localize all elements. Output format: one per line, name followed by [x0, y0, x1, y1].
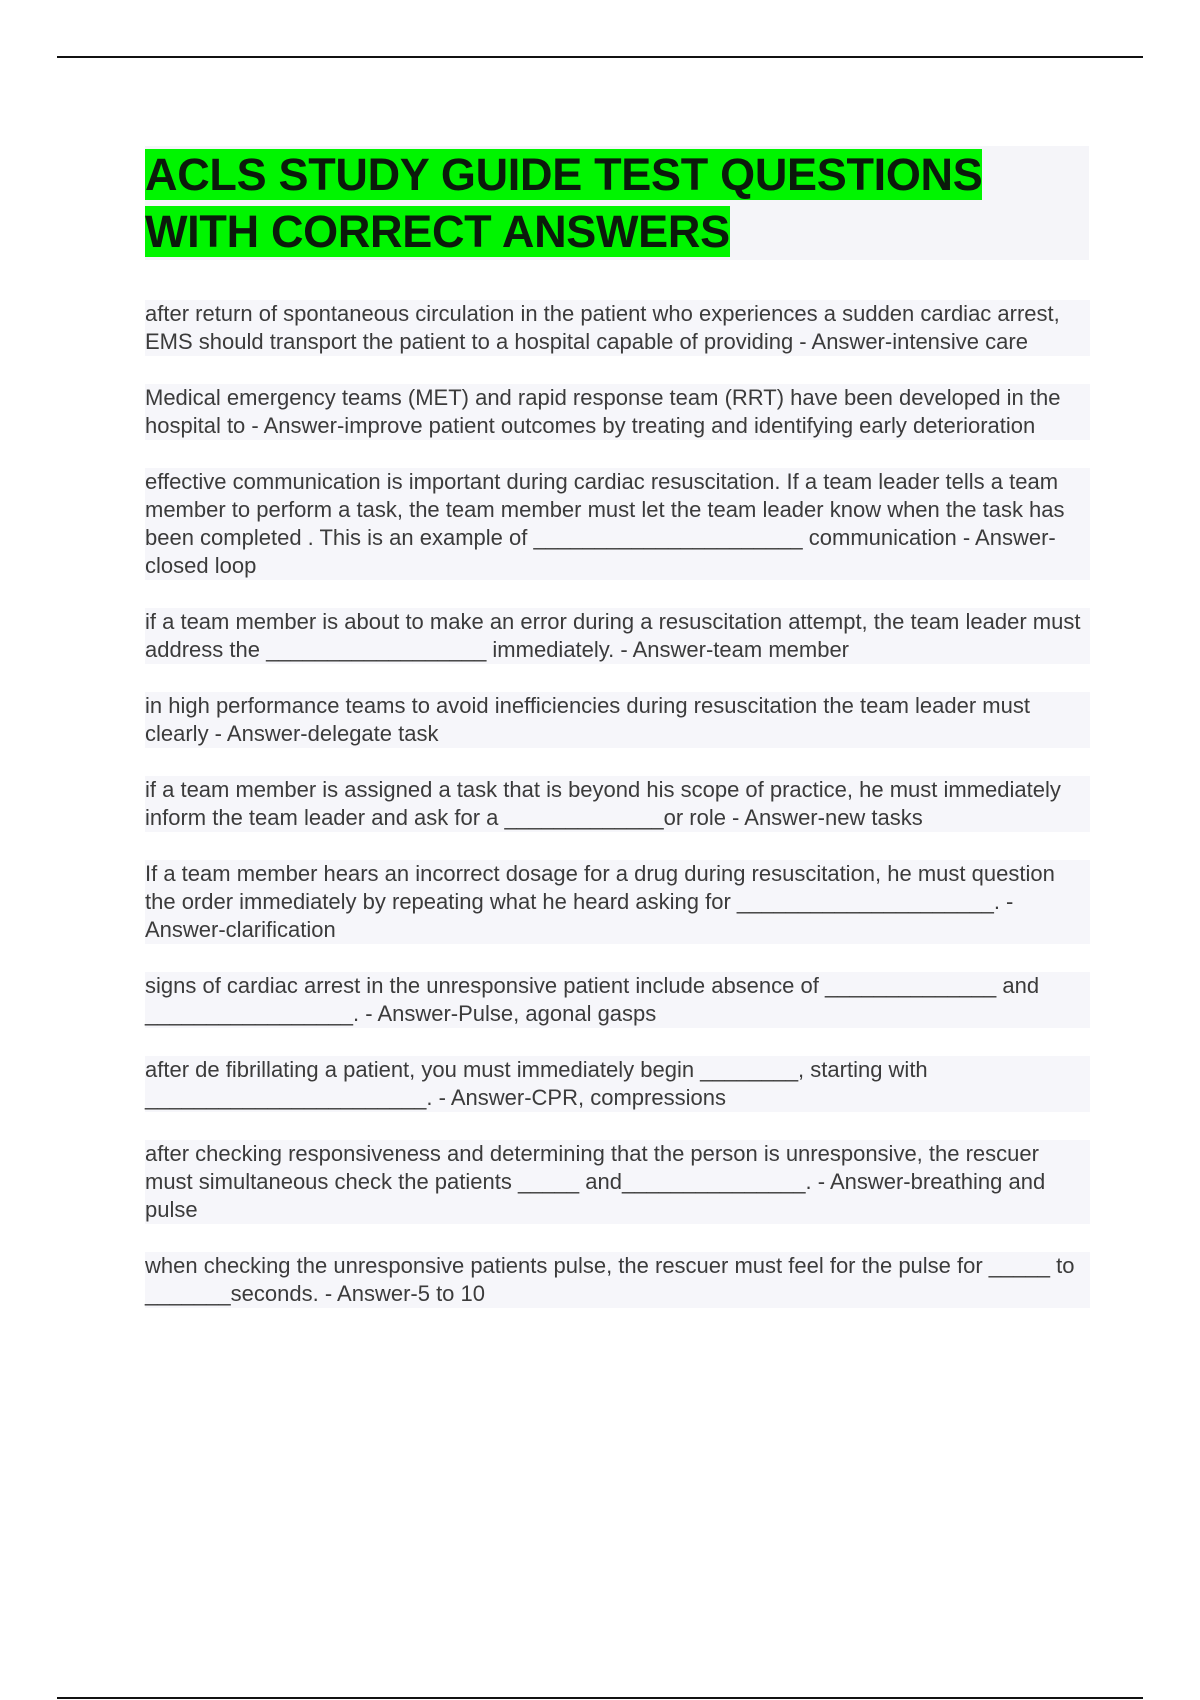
- question-item-6: if a team member is assigned a task that is beyond his scope of practice, he must immediately inform the team leader and ask for a _____________or role - Answer-new tasks: [145, 776, 1090, 832]
- question-item-7: If a team member hears an incorrect dosage for a drug during resuscitation, he must question the order immediately by repeating what he heard asking for _____________________. - Answer-clarification: [145, 860, 1090, 944]
- title-block: [145, 146, 1089, 260]
- question-item-10: after checking responsiveness and determining that the person is unresponsive, the rescuer must simultaneous check the patients _____ and_______________. - Answer-breathing and pulse: [145, 1140, 1090, 1224]
- question-item-4: if a team member is about to make an error during a resuscitation attempt, the team leader must address the __________________ immediately. - Answer-team member: [145, 608, 1090, 664]
- question-item-1: after return of spontaneous circulation in the patient who experiences a sudden cardiac arrest, EMS should transport the patient to a hospital capable of providing - Answer-intensive care: [145, 300, 1090, 356]
- title-line-1: ACLS STUDY GUIDE TEST QUESTIONS: [145, 149, 983, 200]
- title-line-2: WITH CORRECT ANSWERS: [145, 206, 730, 257]
- document-body: [145, 146, 1090, 1336]
- question-item-3: effective communication is important during cardiac resuscitation. If a team leader tells a team member to perform a task, the team member must let the team leader know when the task has been completed . This is an example of ______________________ communication - Answer-closed loop: [145, 468, 1090, 580]
- footer-rule: [57, 1697, 1143, 1699]
- header-rule: [57, 56, 1143, 58]
- question-item-5: in high performance teams to avoid inefficiencies during resuscitation the team leader must clearly - Answer-delegate task: [145, 692, 1090, 748]
- question-item-8: signs of cardiac arrest in the unresponsive patient include absence of ______________ and _________________. - Answer-Pulse, agonal gasps: [145, 972, 1090, 1028]
- question-item-11: when checking the unresponsive patients pulse, the rescuer must feel for the pulse for _____ to _______seconds. - Answer-5 to 10: [145, 1252, 1090, 1308]
- question-item-2: Medical emergency teams (MET) and rapid response team (RRT) have been developed in the hospital to - Answer-improve patient outcomes by treating and identifying early deterioration: [145, 384, 1090, 440]
- question-item-9: after de fibrillating a patient, you must immediately begin ________, starting with _______________________. - Answer-CPR, compressions: [145, 1056, 1090, 1112]
- document-title: [145, 146, 1089, 260]
